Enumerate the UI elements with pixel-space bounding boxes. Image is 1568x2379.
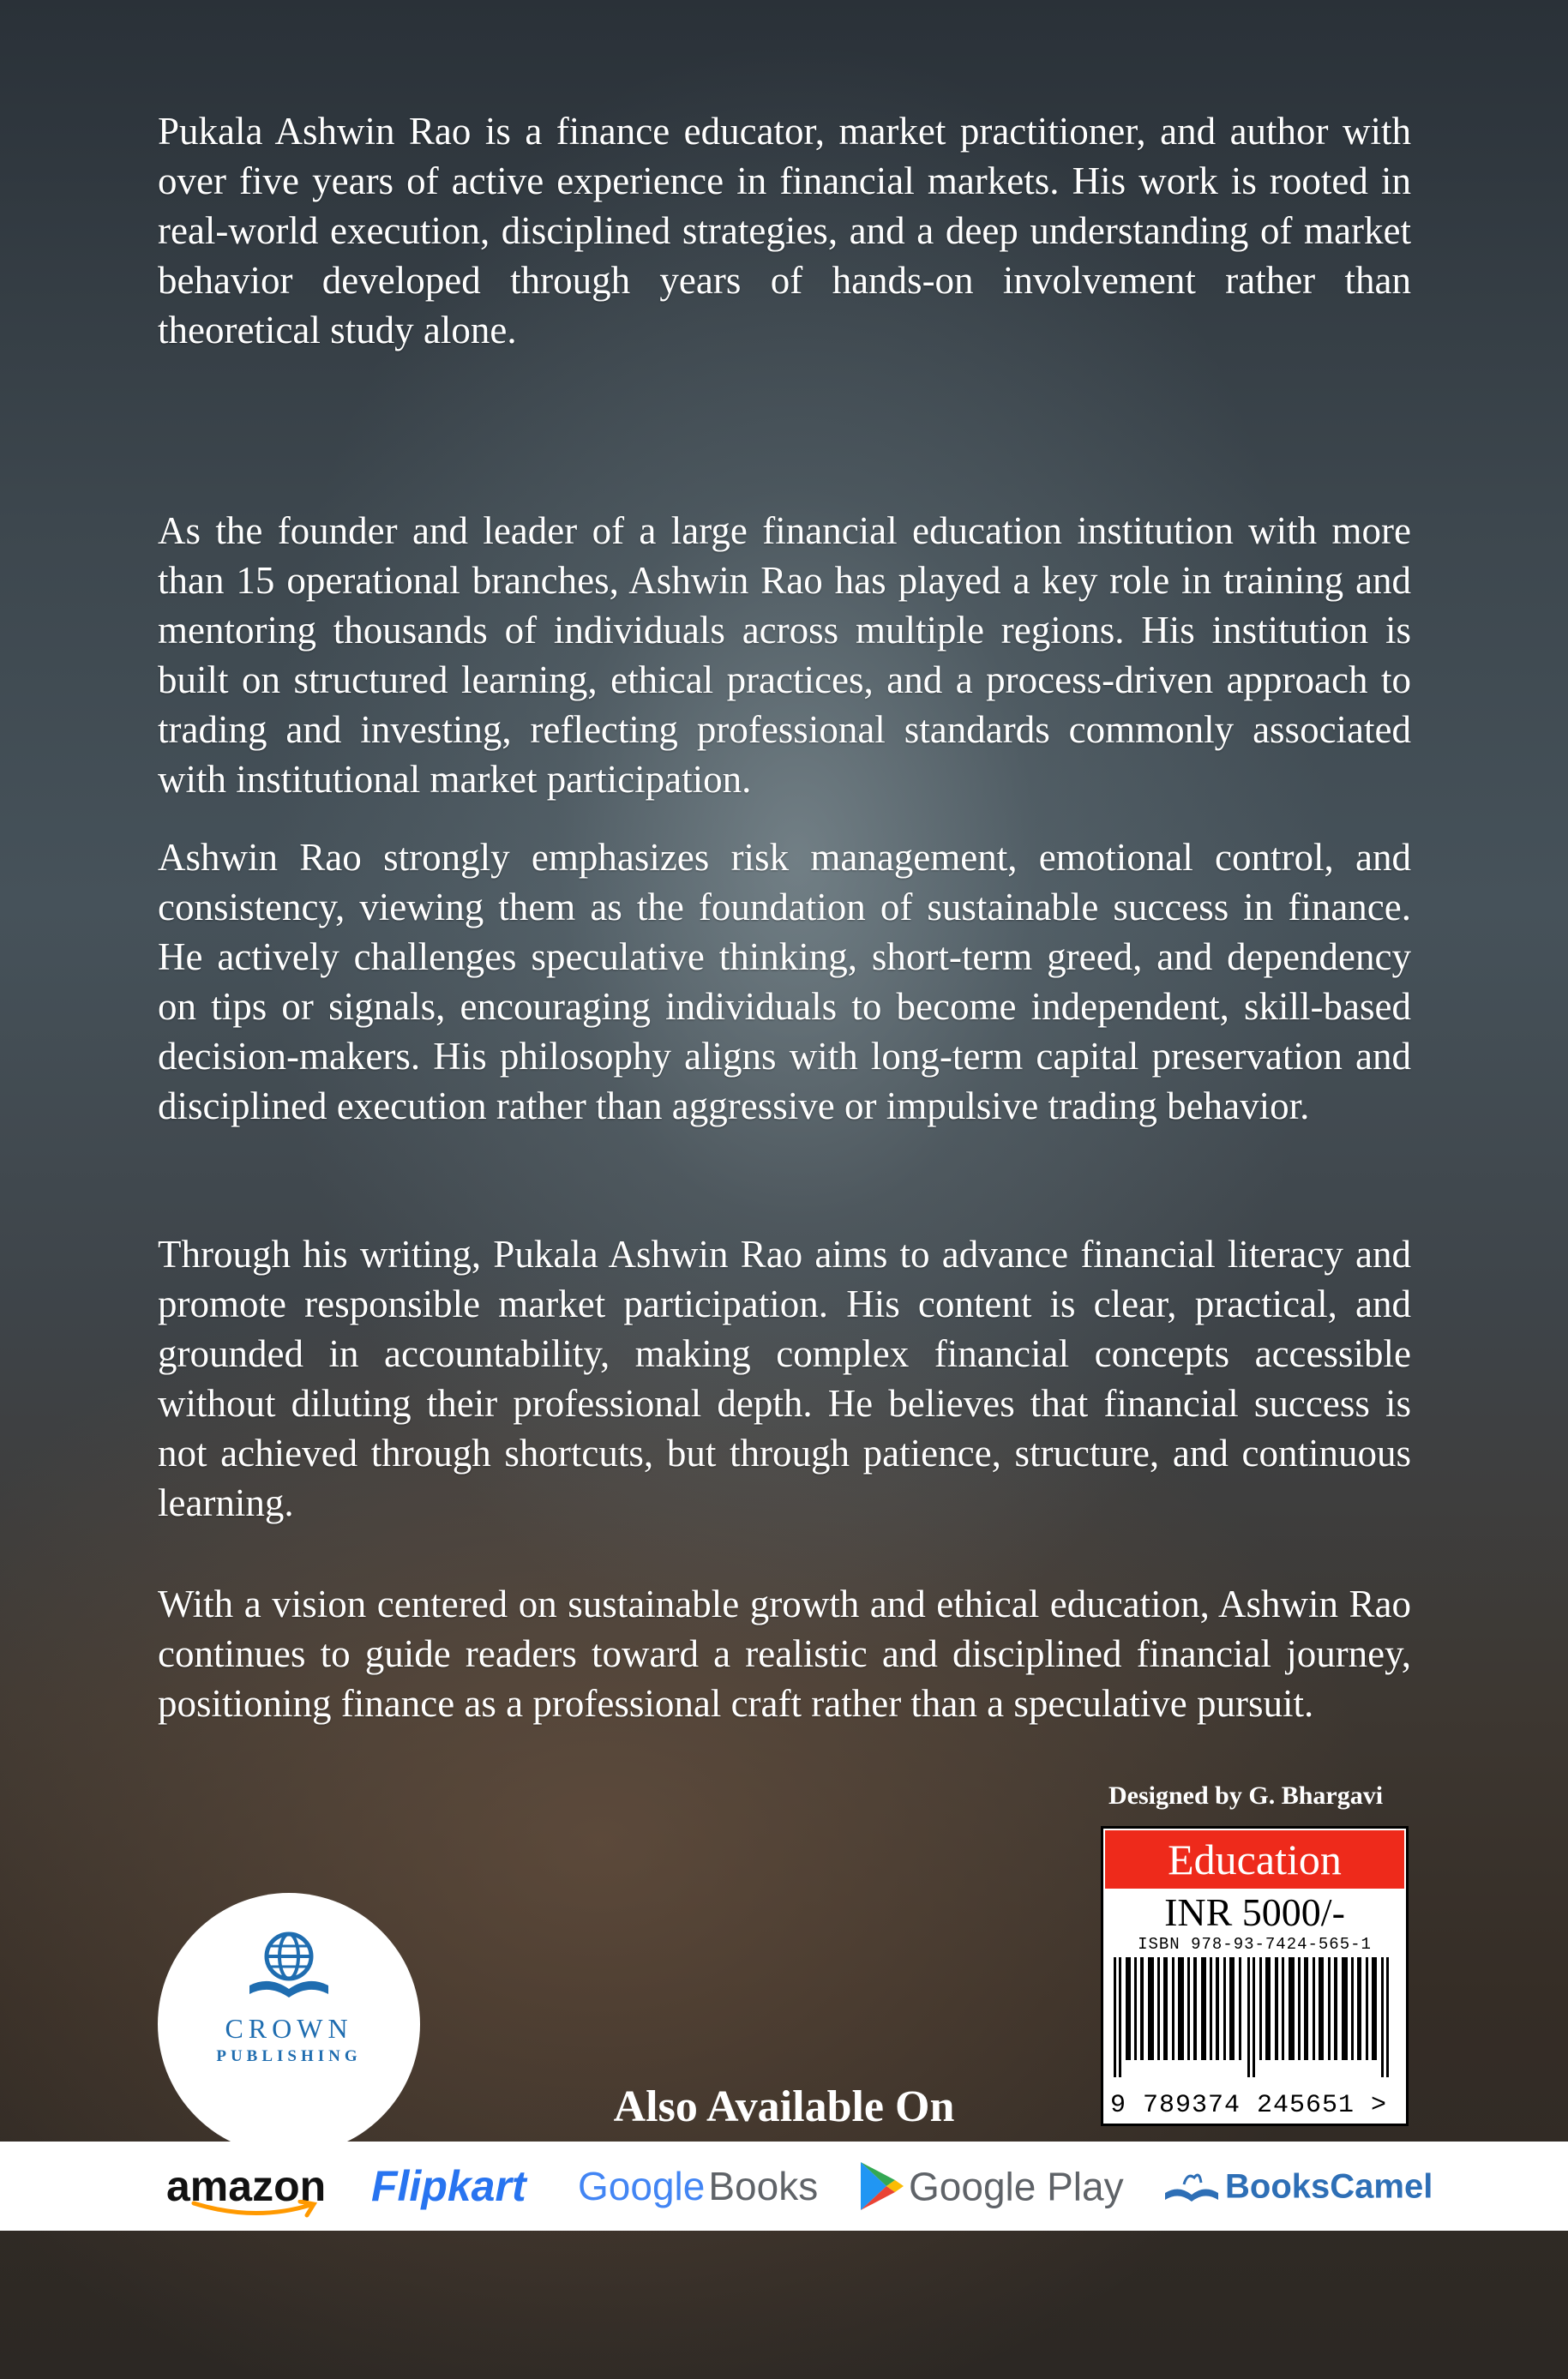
bio-paragraph-1: Pukala Ashwin Rao is a finance educator, market practitioner, and author with over five years of active experience in financial markets. His work is rooted in real-world execution, disciplined strategies, and a deep understanding of market behavior developed through years of hands-on involvement rather than theoretical study alone.: [158, 110, 1411, 351]
bookscamel-icon: [1162, 2166, 1222, 2207]
globe-book-icon: [246, 1925, 332, 2011]
bio-paragraph-2: As the founder and leader of a large financial education institution with more than 15 operational branches, Ashwin Rao has played a key role in training and mentoring thousands of individuals across multiple regions. His institution is built on structured learning, ethical practices, and a process-driven approach to trading and investing, reflecting professional standards commonly associated with institutional market participation.: [158, 509, 1411, 801]
store-amazon[interactable]: [166, 2142, 326, 2231]
amazon-smile-icon: [190, 2200, 319, 2219]
designer-credit: Designed by G. Bhargavi: [1108, 1781, 1384, 1810]
bio-paragraph-3: Ashwin Rao strongly emphasizes risk management, emotional control, and consistency, viewing them as the foundation of sustainable success in finance. He actively challenges speculative thinking, short-term greed, and dependency on tips or signals, encouraging individuals to become independent, skill-based decision-makers. His philosophy aligns with long-term capital preservation and disciplined execution rather than aggressive or impulsive trading behavior.: [158, 836, 1411, 1127]
category-label: Education: [1105, 1830, 1404, 1889]
price-label: INR 5000/-: [1164, 1890, 1345, 1934]
google-play-icon: [857, 2160, 905, 2213]
store-google-play[interactable]: [857, 2142, 1124, 2231]
bio-paragraph-4: Through his writing, Pukala Ashwin Rao aims to advance financial literacy and promote responsible market participation. His content is clear, practical, and grounded in accountability, making complex financial concepts accessible without diluting their professional depth. He believes that financial success is not achieved through shortcuts, but through patience, structure, and continuous learning.: [158, 1233, 1411, 1524]
isbn-label: ISBN 978-93-7424-565-1: [1138, 1935, 1372, 1954]
bio-paragraph-5: With a vision centered on sustainable growth and ethical education, Ashwin Rao continues to guide readers toward a realistic and disciplined financial journey, positioning finance as a professional craft rather than a speculative pursuit.: [158, 1583, 1411, 1725]
google-play-wordmark: Google Play: [909, 2164, 1124, 2209]
store-bookscamel[interactable]: [1162, 2142, 1433, 2231]
also-available-heading: Also Available On: [613, 2082, 955, 2131]
publisher-name: CROWN: [225, 2013, 353, 2044]
store-google-books[interactable]: [578, 2142, 818, 2231]
barcode-icon: [1112, 1957, 1399, 2077]
publisher-sub: PUBLISHING: [216, 2047, 362, 2065]
store-flipkart[interactable]: [371, 2142, 526, 2231]
google-wordmark: Google: [578, 2164, 706, 2208]
amazon-logo: amazon: [166, 2162, 327, 2210]
flipkart-logo: Flipkart: [371, 2162, 526, 2210]
bookscamel-wordmark: BooksCamel: [1225, 2167, 1433, 2206]
books-wordmark: Books: [708, 2164, 819, 2208]
stores-strip: [0, 2142, 1568, 2231]
barcode-number: 9 789374 245651 >: [1110, 2091, 1388, 2120]
